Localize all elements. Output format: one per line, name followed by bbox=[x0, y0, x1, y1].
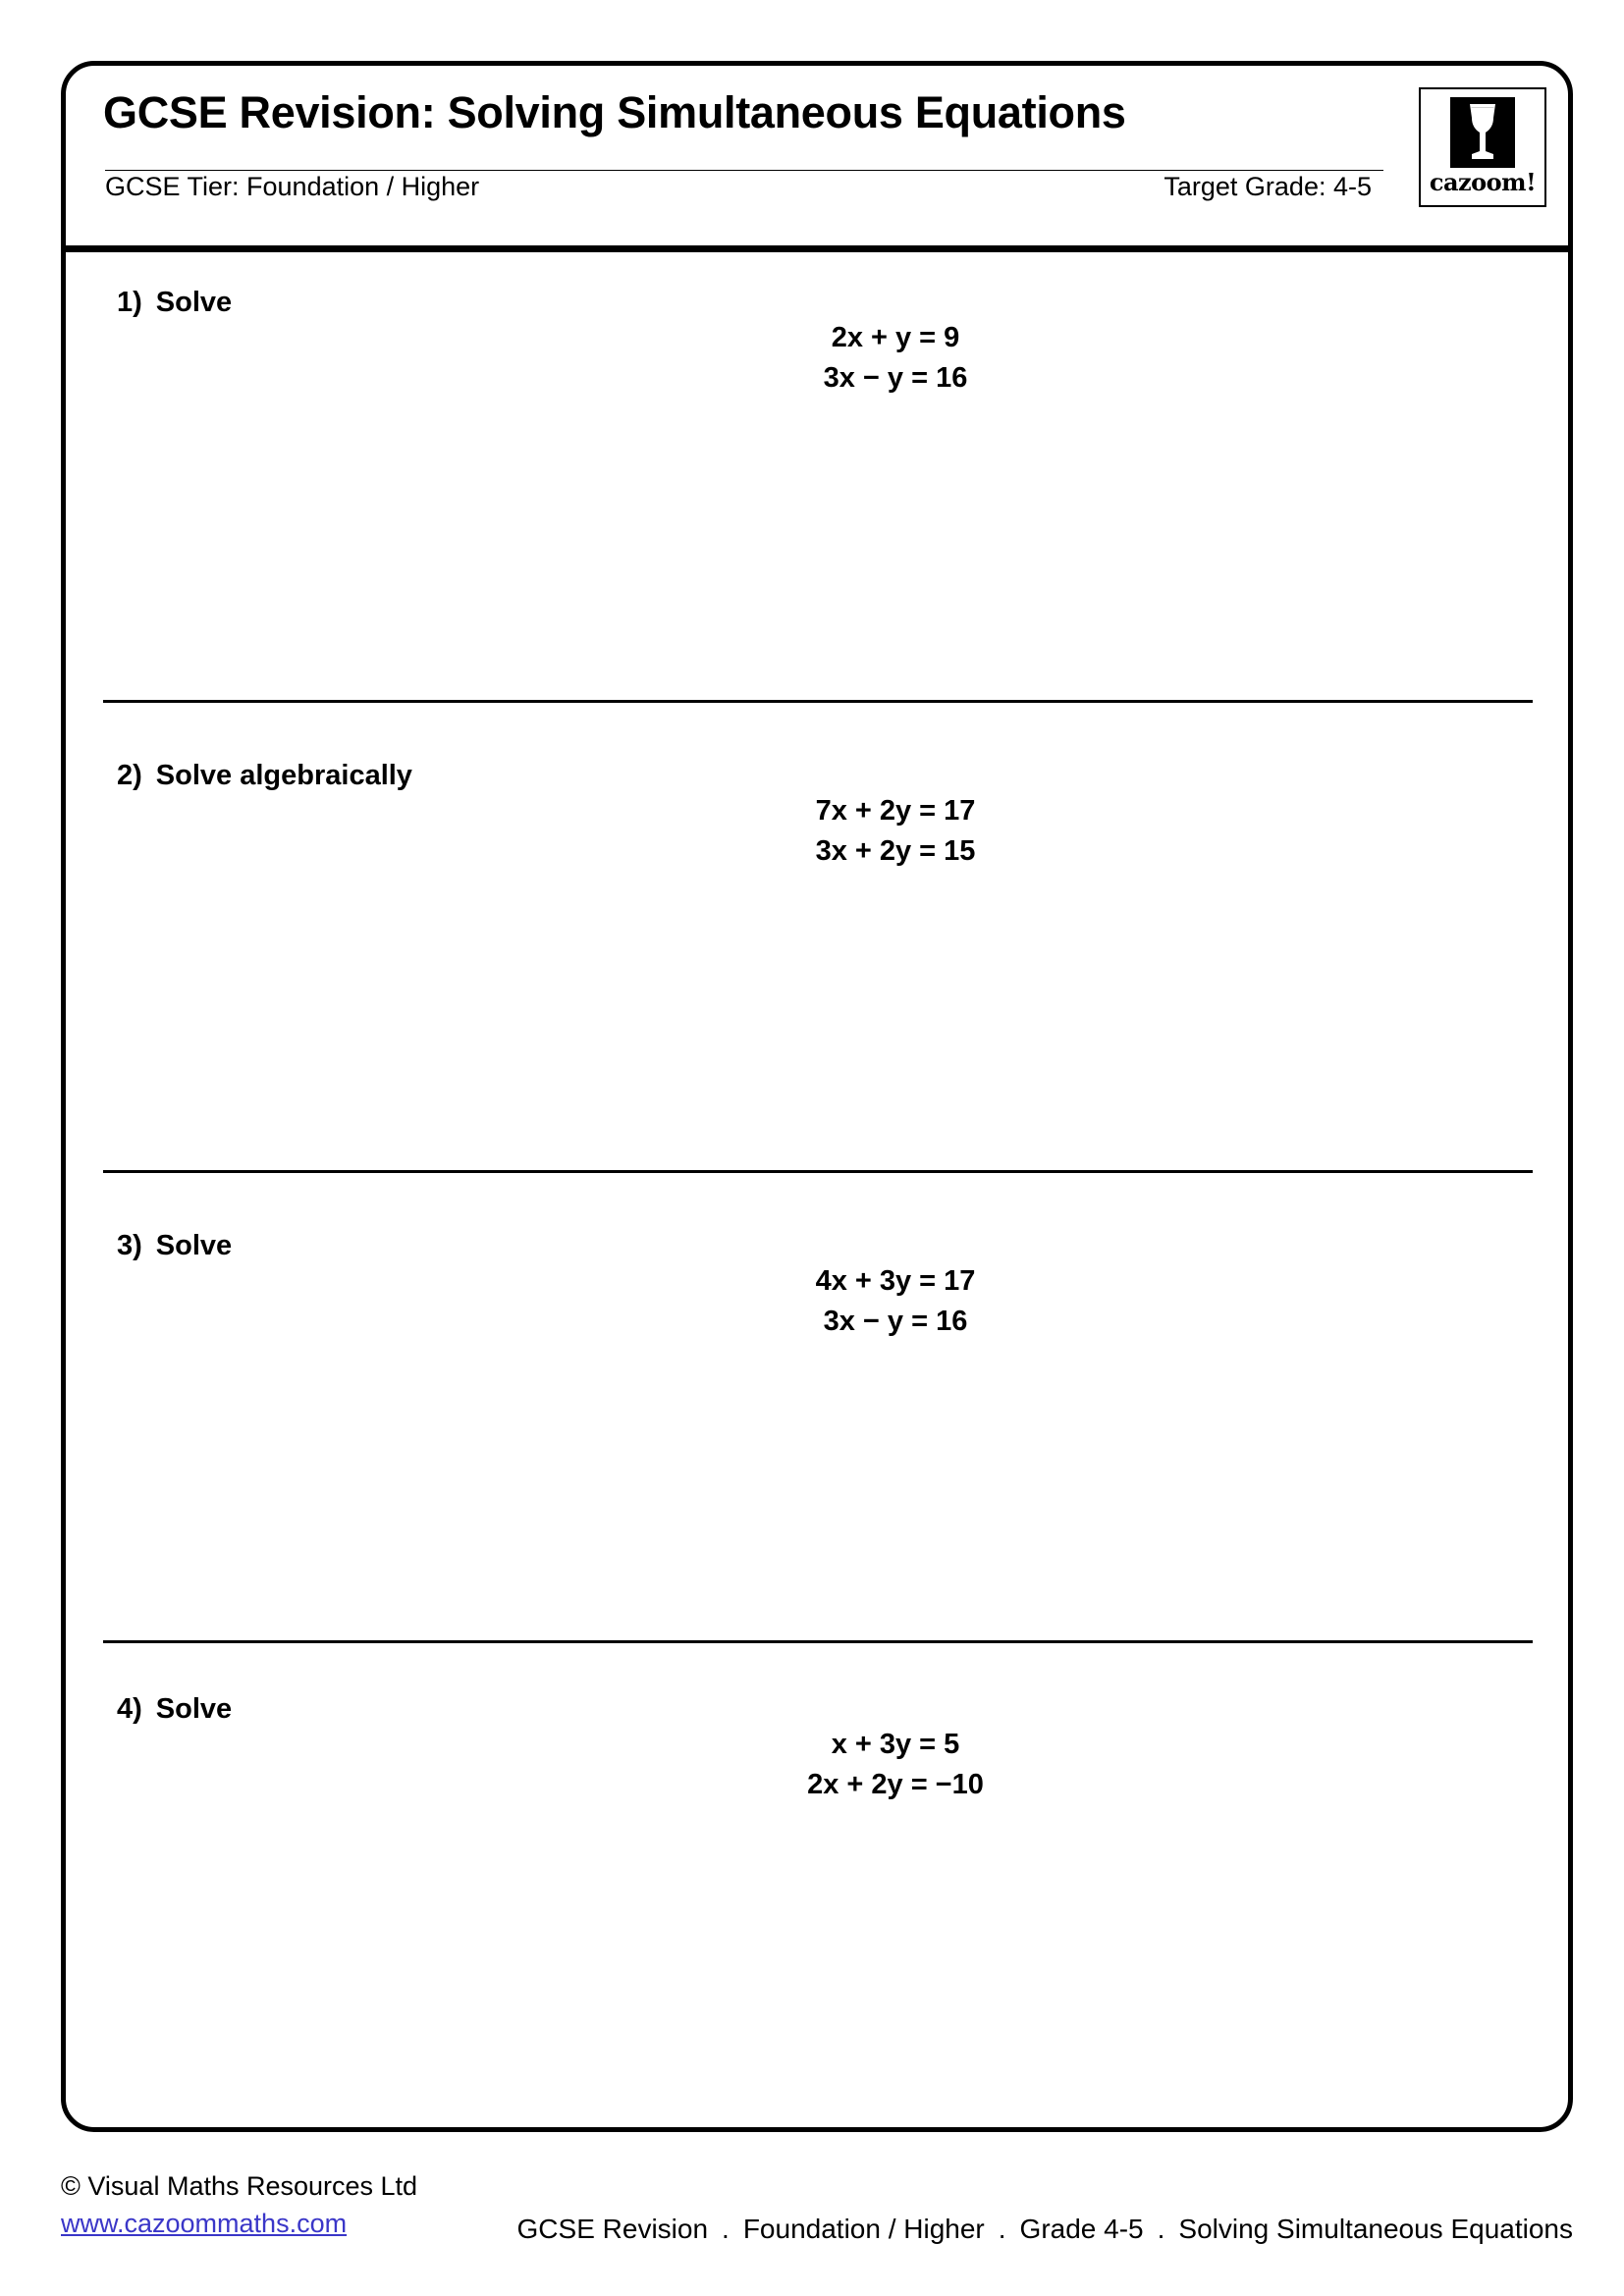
question-4-equation-2: 2x + 2y = −10 bbox=[807, 1769, 984, 1800]
question-4-equation-1: x + 3y = 5 bbox=[831, 1729, 960, 1760]
question-3-equation-1: 4x + 3y = 17 bbox=[815, 1265, 976, 1297]
breadcrumb-item-3: Grade 4-5 bbox=[1019, 2214, 1144, 2244]
question-2-label bbox=[117, 760, 412, 792]
title-row bbox=[103, 80, 1531, 162]
cazoom-logo bbox=[1419, 87, 1546, 207]
question-1-equation-2: 3x − y = 16 bbox=[823, 362, 968, 394]
page-title: GCSE Revision: Solving Simultaneous Equations bbox=[103, 87, 1126, 137]
question-divider-3 bbox=[103, 1640, 1533, 1643]
cazoom-wordmark: cazoom! bbox=[1429, 168, 1537, 196]
question-2-equation-1: 7x + 2y = 17 bbox=[815, 795, 976, 827]
website-link[interactable]: www.cazoommaths.com bbox=[61, 2209, 348, 2238]
worksheet-frame bbox=[61, 61, 1573, 2132]
breadcrumb-separator-2: . bbox=[998, 2214, 1006, 2244]
question-4-number: 4) bbox=[117, 1693, 142, 1725]
question-2-number: 2) bbox=[117, 760, 142, 791]
breadcrumb-item-4: Solving Simultaneous Equations bbox=[1178, 2214, 1573, 2244]
breadcrumb-separator-1: . bbox=[722, 2214, 730, 2244]
worksheet-header bbox=[66, 66, 1568, 252]
tier-label: GCSE Tier: Foundation / Higher bbox=[105, 172, 480, 201]
breadcrumb-separator-3: . bbox=[1157, 2214, 1165, 2244]
meta-row bbox=[105, 172, 1372, 211]
footer-breadcrumb bbox=[454, 2211, 1573, 2248]
breadcrumb-item-1: GCSE Revision bbox=[516, 2214, 709, 2244]
question-3-number: 3) bbox=[117, 1230, 142, 1261]
question-4-label bbox=[117, 1693, 232, 1726]
question-2-instruction: Solve algebraically bbox=[155, 760, 412, 791]
question-1-label bbox=[117, 287, 232, 319]
question-3-instruction: Solve bbox=[155, 1230, 233, 1261]
question-1-equations bbox=[557, 318, 1234, 399]
question-3-equations bbox=[557, 1261, 1234, 1342]
goblet-icon bbox=[1450, 97, 1515, 168]
question-3-equation-2: 3x − y = 16 bbox=[823, 1306, 968, 1337]
target-grade-label: Target Grade: 4-5 bbox=[1164, 172, 1372, 201]
question-4-equations bbox=[557, 1725, 1234, 1805]
title-divider bbox=[105, 170, 1383, 171]
question-4-instruction: Solve bbox=[155, 1693, 233, 1725]
question-2-equation-2: 3x + 2y = 15 bbox=[815, 835, 976, 867]
copyright-label: © Visual Maths Resources Ltd bbox=[61, 2171, 418, 2201]
worksheet-footer bbox=[61, 2167, 1573, 2275]
question-1-equation-1: 2x + y = 9 bbox=[831, 322, 960, 353]
question-2-equations bbox=[557, 791, 1234, 872]
question-1-instruction: Solve bbox=[155, 287, 233, 318]
question-1-number: 1) bbox=[117, 287, 142, 318]
question-divider-1 bbox=[103, 700, 1533, 703]
breadcrumb-item-2: Foundation / Higher bbox=[742, 2214, 985, 2244]
question-3-label bbox=[117, 1230, 232, 1262]
question-divider-2 bbox=[103, 1170, 1533, 1173]
